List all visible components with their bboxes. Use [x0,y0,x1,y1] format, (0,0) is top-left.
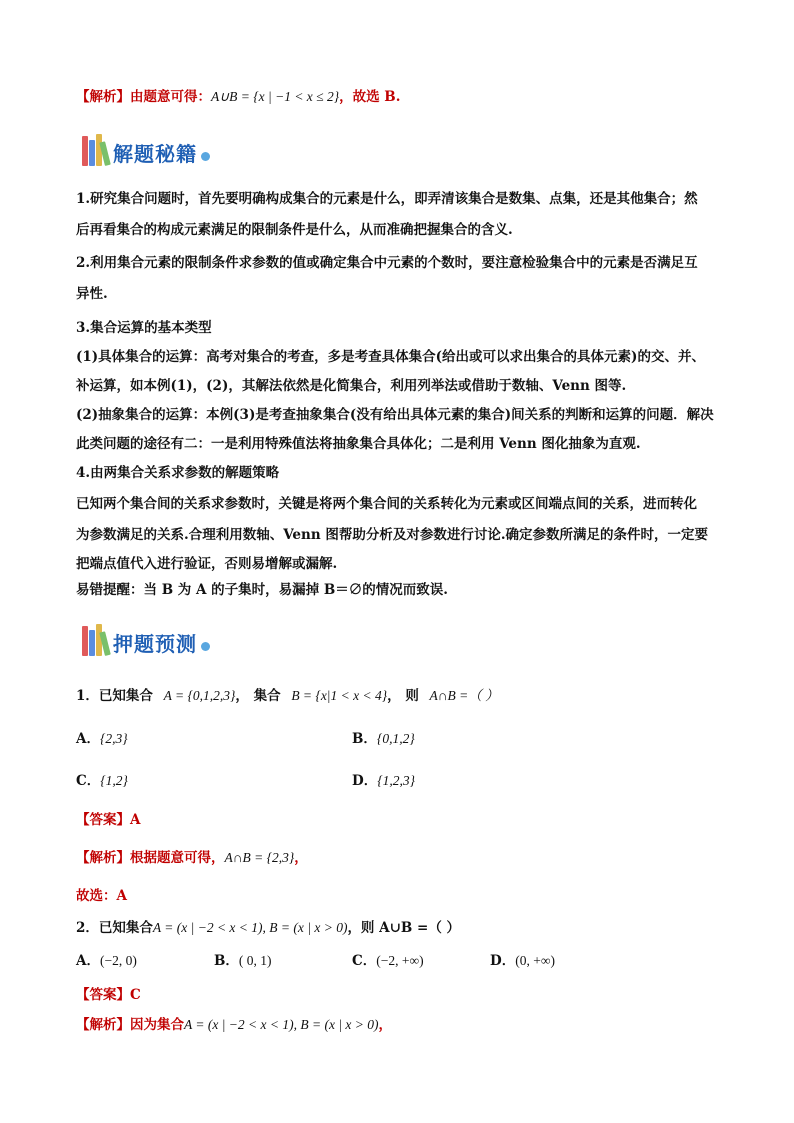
answer-value: C [130,987,141,1003]
option-value: {2,3} [99,731,128,746]
secret-paragraph-1 [76,184,726,246]
question-1-stem [76,686,499,706]
option-value: (0, +∞) [515,953,555,968]
p3-line3: (2)抽象集合的运算：本例(3)是考查抽象集合(没有给出具体元素的集合)间关系的判断和运算的问题．解决 [76,407,714,423]
q1-prefix: 1．已知集合 [76,688,153,704]
q2-option-d[interactable] [490,951,555,971]
title-dot-icon [201,152,210,161]
analysis-end: ， [378,1017,393,1033]
p3-line1: (1)具体集合的运算：高考对集合的考查，多是考查具体集合(给出或可以求出集合的具体元素)的交、并、 [76,349,705,365]
option-value: {1,2,3} [377,773,416,788]
q1-answer [76,810,140,830]
q1-option-a[interactable] [76,729,128,749]
analysis-label: 【解析】 [76,89,130,105]
p3-line2: 补运算，如本例(1)，(2)，其解法依然是化简集合，利用列举法或借助于数轴、Venn 图等. [76,378,627,394]
union-formula: A∪B = {x | −1 < x ≤ 2} [211,89,340,104]
q2-answer [76,985,141,1005]
q2-option-a[interactable] [76,951,137,971]
option-label: A． [76,953,100,969]
q2-prefix: 2．已知集合 [76,920,153,936]
q1-option-c[interactable] [76,771,128,791]
p4-line2: 为参数满足的关系.合理利用数轴、Venn 图帮助分析及对参数进行讨论.确定参数所满足的条件时，一定要 [76,527,709,543]
q1-ask: A∩B =（ ） [429,688,499,703]
option-value: (−2, +∞) [376,953,424,968]
p4-heading: 4.由两集合关系求参数的解题策略 [76,465,280,481]
p3-heading: 3.集合运算的基本类型 [76,320,212,336]
option-value: (−2, 0) [99,953,137,968]
q1-option-b[interactable] [352,729,415,749]
books-icon [82,134,111,166]
secret-paragraph-3 [76,314,726,459]
answer-label: 【答案】 [76,812,130,828]
q1-mid: ， 集合 [235,688,281,704]
q2-option-c[interactable] [352,951,424,971]
p4-line1: 已知两个集合间的关系求参数时，关键是将两个集合间的关系转化为元素或区间端点间的关系，进而转化 [76,496,697,512]
p2-line2: 异性. [76,286,108,302]
section-header-secrets [82,134,210,166]
q1-conclusion: 故选：A [76,888,127,904]
section-title-secrets: 解题秘籍 [113,142,197,166]
q1-option-d[interactable] [352,771,415,791]
secret-paragraph-4 [76,458,726,603]
p3-line4: 此类问题的途径有二：一是利用特殊值法将抽象集合具体化；二是利用 Venn 图化抽象为直观. [76,436,641,452]
q1-set-a: A = {0,1,2,3} [163,688,236,703]
analysis-text: 根据题意可得， [130,850,225,866]
top-analysis-line [76,87,400,107]
analysis-text: 由题意可得： [130,89,211,105]
analysis-formula: A = (x | −2 < x < 1), B = (x | x > 0) [184,1017,379,1032]
books-icon [82,624,111,656]
analysis-formula: A∩B = {2,3} [224,850,295,865]
q2-option-b[interactable] [214,951,272,971]
p1-line2: 后再看集合的构成元素满足的限制条件是什么，从而准确把握集合的含义. [76,222,513,238]
p4-line3: 把端点值代入进行验证，否则易增解或漏解. [76,556,338,572]
answer-label: 【答案】 [76,987,130,1003]
q1-analysis [76,848,308,868]
q1-then: ， 则 [387,688,419,704]
section-header-predict [82,624,210,656]
q2-ask: ，则 A∪B =（ ） [347,920,461,936]
q2-sets: A = (x | −2 < x < 1), B = (x | x > 0) [152,920,348,935]
analysis-end: ，故选 B. [339,89,401,105]
option-label: A． [76,731,100,747]
question-2-stem [76,918,460,938]
p2-line1: 2.利用集合元素的限制条件求参数的值或确定集合中元素的个数时，要注意检验集合中的元素是否满足互 [76,255,698,271]
secret-paragraph-2 [76,248,726,310]
q1-set-b: B = {x|1 < x < 4} [291,688,388,703]
p4-line4: 易错提醒：当 B 为 A 的子集时，易漏掉 B＝∅的情况而致误. [76,582,448,598]
answer-value: A [130,812,141,828]
analysis-label: 【解析】 [76,1017,130,1033]
option-value: {1,2} [100,773,128,788]
p1-line1: 1.研究集合问题时，首先要明确构成集合的元素是什么，即弄清该集合是数集、点集，还是其他集合；然 [76,191,698,207]
title-dot-icon [201,642,210,651]
option-label: B． [352,731,377,747]
section-title-predict: 押题预测 [113,632,197,656]
option-label: D． [490,953,516,969]
analysis-label: 【解析】 [76,850,130,866]
q2-analysis [76,1015,392,1035]
option-value: ( 0, 1) [238,953,272,968]
analysis-text: 因为集合 [130,1017,184,1033]
analysis-end: ， [294,850,308,866]
option-label: B． [214,953,239,969]
option-label: C． [352,953,377,969]
option-value: {0,1,2} [376,731,415,746]
option-label: C． [76,773,101,789]
option-label: D． [352,773,378,789]
